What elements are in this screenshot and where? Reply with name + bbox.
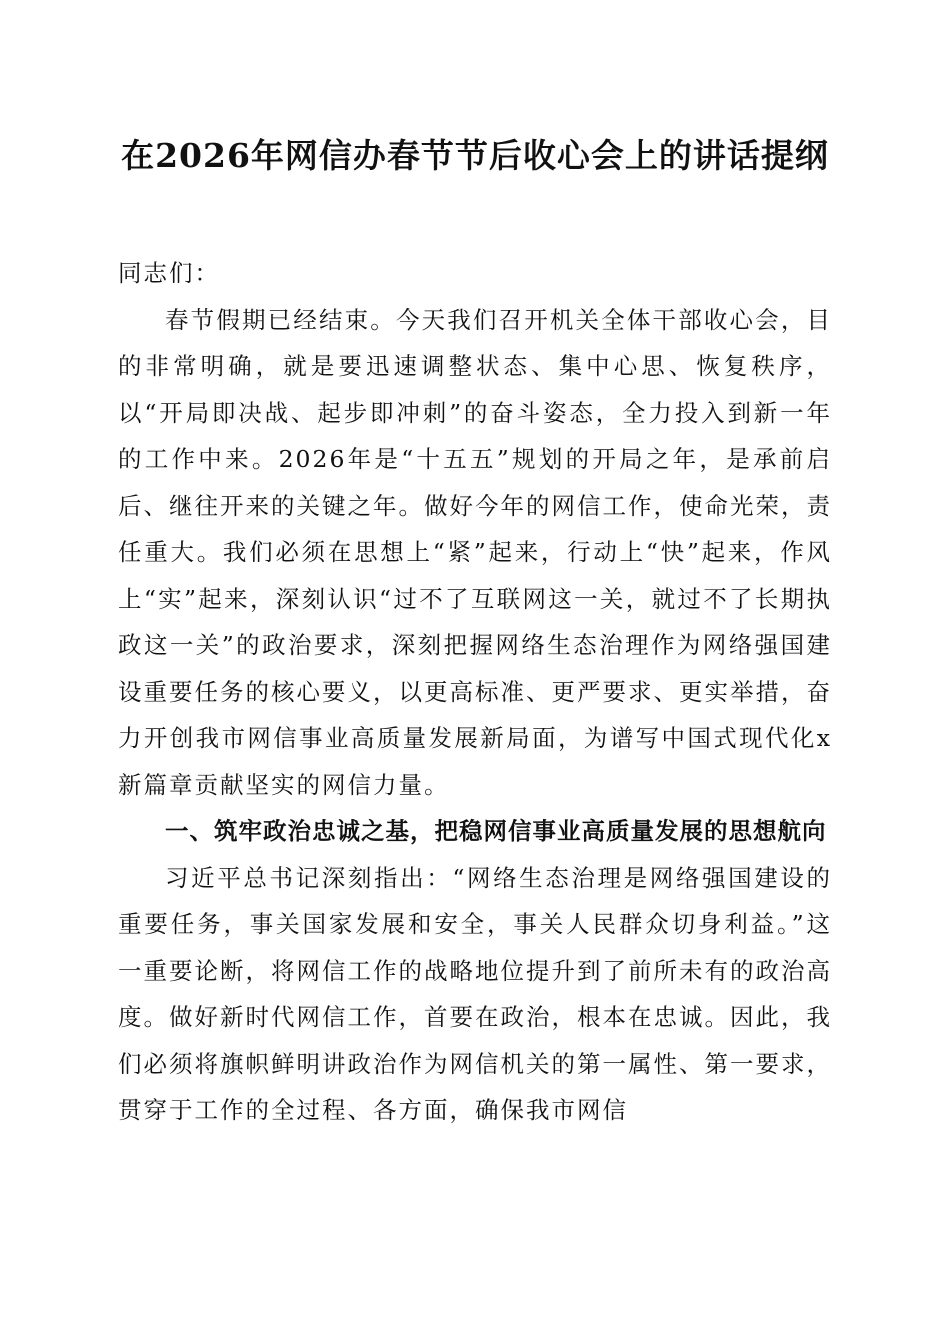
section-1-paragraph: 习近平总书记深刻指出：“网络生态治理是网络强国建设的重要任务，事关国家发展和安全，事关人民群众切身利益。”这一重要论断，将网信工作的战略地位提升到了前所未有的政治高度。做好新时代网信工作，首要在政治，根本在忠诚。因此，我们必须将旗帜鲜明讲政治作为网信机关的第一属性、第一要求，贯穿于工作的全过程、各方面，确保我市网信 <box>118 863 832 1124</box>
document-title: 在2026年网信办春节节后收心会上的讲话提纲 <box>121 136 829 175</box>
section-heading-1: 一、筑牢政治忠诚之基，把稳网信事业高质量发展的思想航向 <box>165 817 827 845</box>
intro-paragraph: 春节假期已经结束。今天我们召开机关全体干部收心会，目的非常明确，就是要迅速调整状态、集中心思、恢复秩序，以“开局即决战、起步即冲刺”的奋斗姿态，全力投入到新一年的工作中来。2026年是“十五五”规划的开局之年，是承前启后、继往开来的关键之年。做好今年的网信工作，使命光荣，责任重大。我们必须在思想上“紧”起来，行动上“快”起来，作风上“实”起来，深刻认识“过不了互联网这一关，就过不了长期执政这一关”的政治要求，深刻把握网络生态治理作为网络强国建设重要任务的核心要义，以更高标准、更严要求、更实举措，奋力开创我市网信事业高质量发展新局面，为谱写中国式现代化x新篇章贡献坚实的网信力量。 <box>118 305 832 799</box>
document-body <box>118 250 832 1134</box>
salutation: 同志们： <box>118 259 220 287</box>
